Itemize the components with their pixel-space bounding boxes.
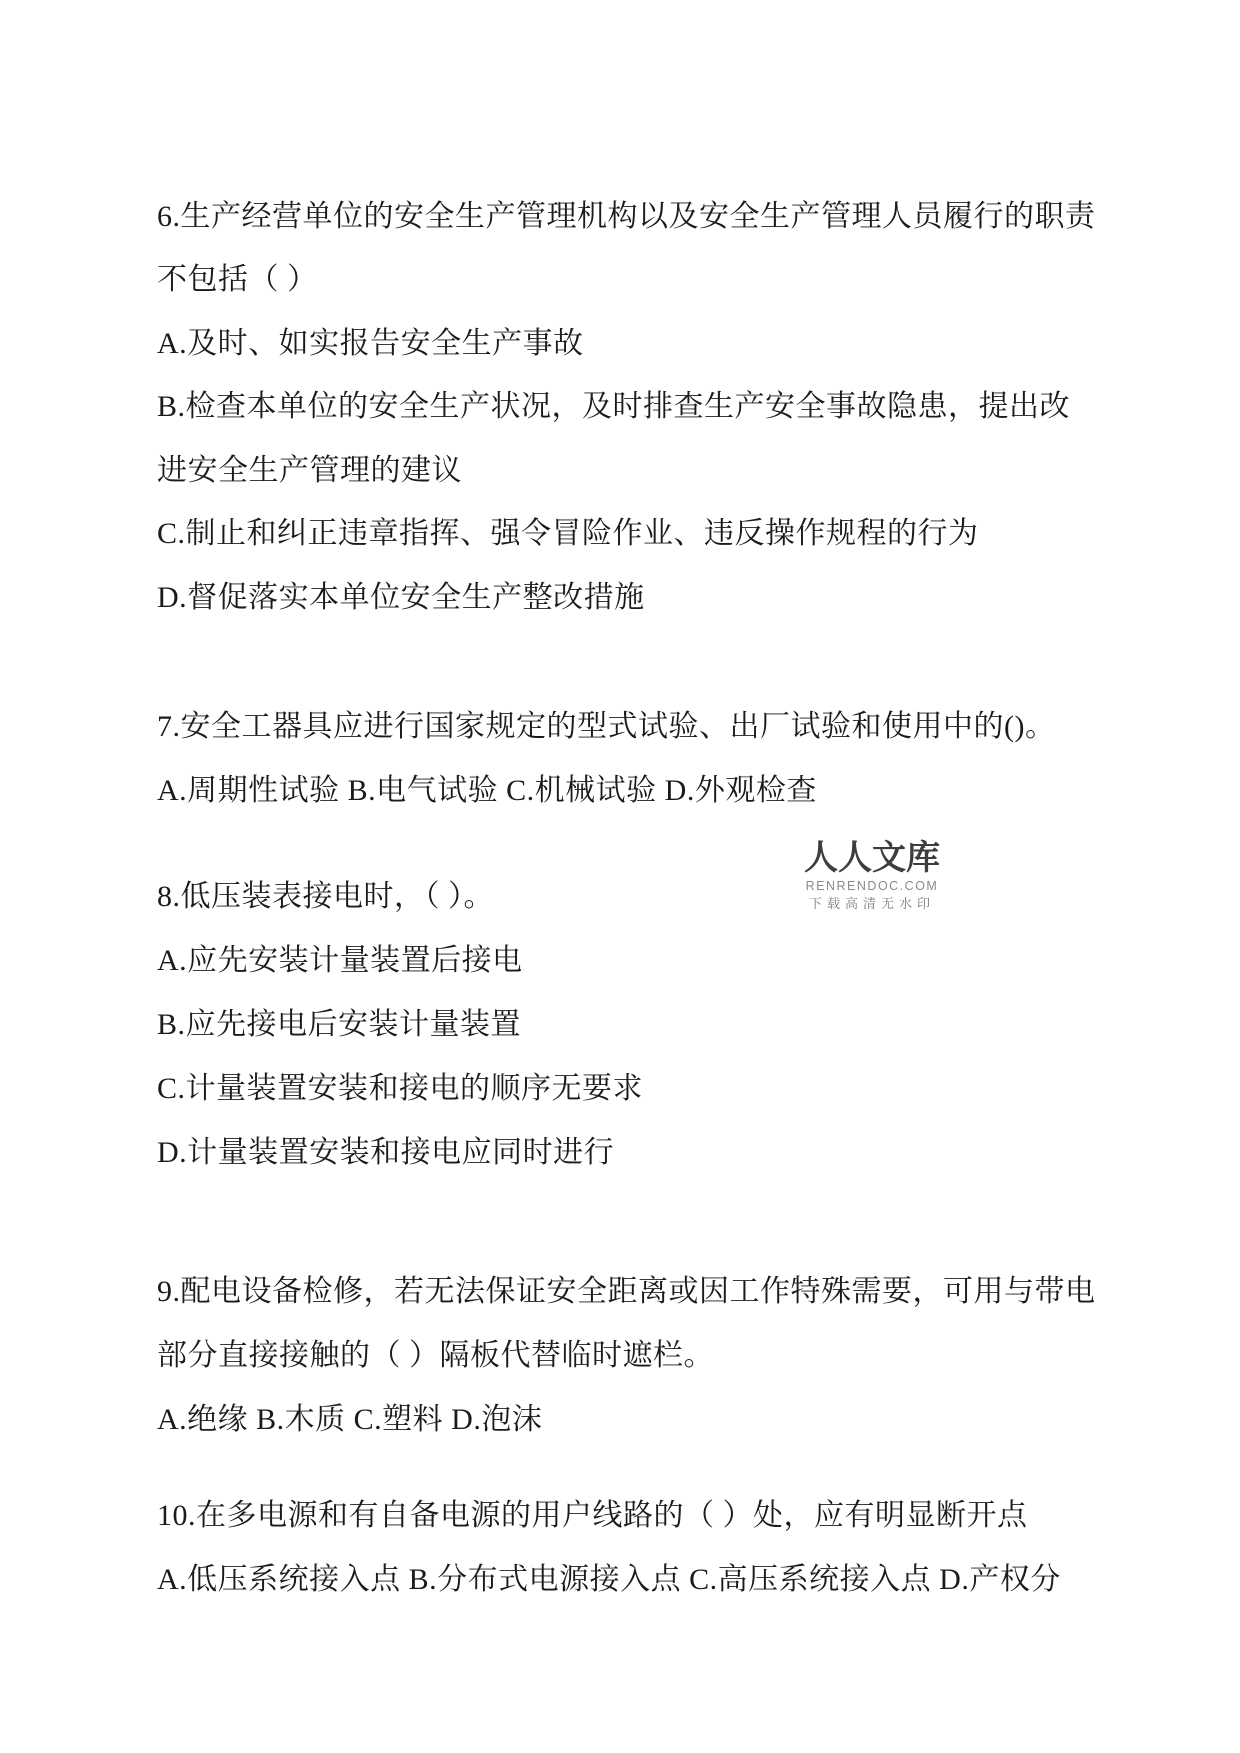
watermark-logo-text: 人人文库 (804, 840, 940, 877)
question-line: B.应先接电后安装计量装置 (157, 1008, 522, 1041)
question-line: C.制止和纠正违章指挥、强令冒险作业、违反操作规程的行为 (157, 517, 979, 550)
question-line: A.周期性试验 B.电气试验 C.机械试验 D.外观检查 (157, 774, 817, 807)
question-line: 进安全生产管理的建议 (157, 454, 462, 487)
watermark-tagline: 下载高清无水印 (808, 896, 935, 911)
question-line: D.督促落实本单位安全生产整改措施 (157, 581, 645, 614)
question-line: C.计量装置安装和接电的顺序无要求 (157, 1072, 644, 1105)
question-line: 6.生产经营单位的安全生产管理机构以及安全生产管理人员履行的职责 (157, 200, 1096, 233)
question-line: 部分直接接触的（ ）隔板代替临时遮栏。 (157, 1339, 714, 1372)
watermark-domain: RENRENDOC.COM (805, 879, 939, 893)
question-line: A.应先安装计量装置后接电 (157, 944, 523, 977)
question-line: 9.配电设备检修，若无法保证安全距离或因工作特殊需要，可用与带电 (157, 1275, 1096, 1308)
question-line: 10.在多电源和有自备电源的用户线路的（ ）处，应有明显断开点 (157, 1499, 1028, 1532)
question-line: 不包括（ ） (157, 263, 318, 296)
question-line: D.计量装置安装和接电应同时进行 (157, 1136, 615, 1169)
question-line: 8.低压装表接电时，（ ）。 (157, 880, 494, 913)
question-line: 7.安全工器具应进行国家规定的型式试验、出厂试验和使用中的()。 (157, 710, 1056, 743)
question-line: A.绝缘 B.木质 C.塑料 D.泡沫 (157, 1403, 543, 1436)
question-line: B.检查本单位的安全生产状况，及时排查生产安全事故隐患，提出改 (157, 390, 1071, 423)
question-line: A.及时、如实报告安全生产事故 (157, 327, 584, 360)
question-line: A.低压系统接入点 B.分布式电源接入点 C.高压系统接入点 D.产权分 (157, 1563, 1061, 1596)
